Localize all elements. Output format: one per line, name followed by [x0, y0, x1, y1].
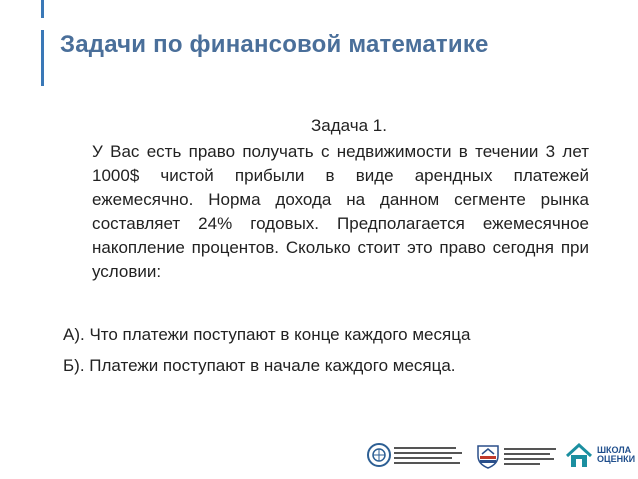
slide-title: Задачи по финансовой математике: [60, 31, 489, 58]
logo-3: [564, 440, 635, 470]
house-icon: [564, 440, 594, 470]
logo-3-text: ШКОЛА ОЦЕНКИ: [597, 445, 636, 464]
logo-1: [366, 442, 464, 468]
accent-bar: [41, 30, 44, 86]
accent-bar-top: [41, 0, 44, 18]
task-heading: Задача 1.: [311, 116, 387, 135]
logo-1-lettering: [392, 442, 464, 468]
logo-strip: [366, 440, 638, 474]
shield-icon: [474, 442, 502, 470]
option-a: А). Что платежи поступают в конце каждого месяца: [63, 325, 471, 344]
logo-2-lettering: [502, 443, 560, 469]
task-body: У Вас есть право получать с недвижимости в течении 3 лет 1000$ чистой прибыли в виде арендных платежей ежемесячно. Норма дохода на данном сегменте рынка составляет 24% годовых. Предполагается ежемесячное накопление процентов. Сколько стоит это право сегодня при условии:: [92, 142, 589, 281]
logo-2: [474, 442, 560, 470]
option-b: Б). Платежи поступают в начале каждого месяца.: [63, 356, 456, 375]
emblem-icon: [366, 442, 392, 468]
